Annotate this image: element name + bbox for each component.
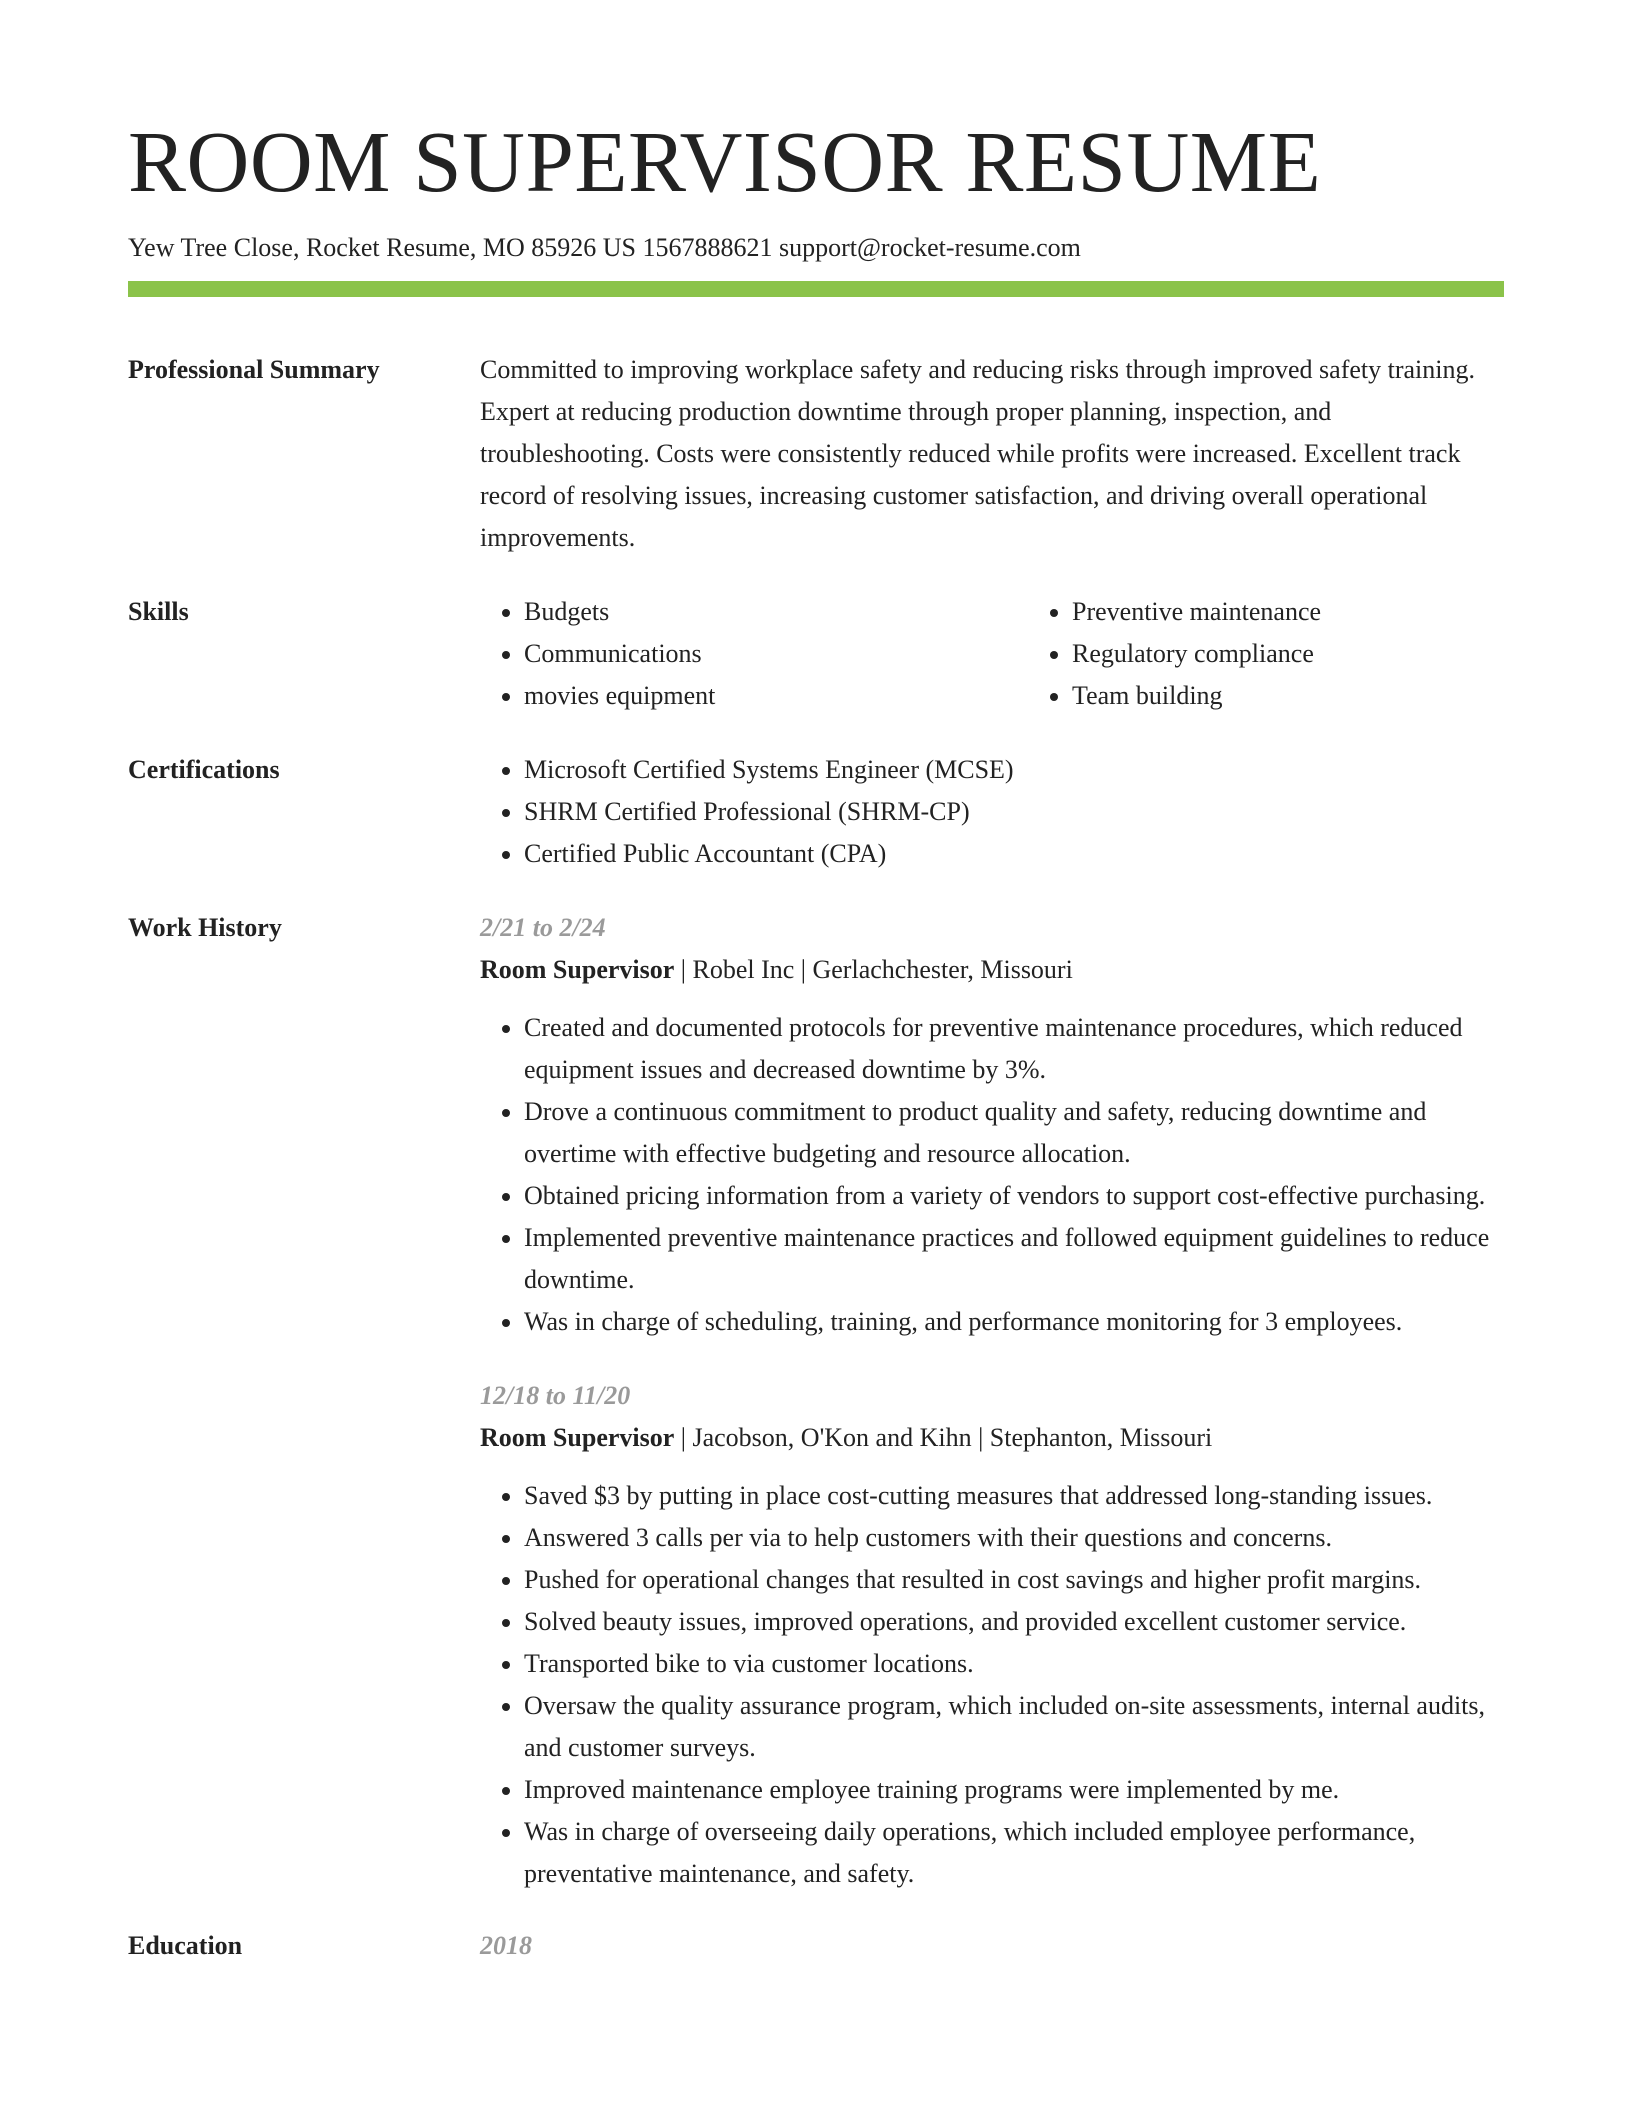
- job-entry: [480, 907, 1504, 1343]
- job-dates: 2/21 to 2/24: [480, 913, 606, 943]
- accent-divider: [128, 281, 1504, 297]
- certification-item: • Certified Public Accountant (CPA): [524, 833, 1504, 875]
- skill-item: • Communications: [524, 633, 1028, 675]
- skills-list-right: [1028, 591, 1321, 717]
- resume-title: ROOM SUPERVISOR RESUME: [128, 113, 1322, 210]
- skill-item: • Budgets: [524, 591, 1028, 633]
- skill-item: • Preventive maintenance: [1072, 591, 1321, 633]
- certifications-section: [128, 749, 1504, 875]
- job-role: Room Supervisor: [480, 1423, 675, 1453]
- job-bullet: • Solved beauty issues, improved operations, and provided excellent customer service.: [524, 1601, 1504, 1643]
- job-details: | Robel Inc | Gerlachchester, Missouri: [674, 955, 1073, 985]
- work-history-section: [128, 907, 1504, 1895]
- skills-section: [128, 591, 1504, 717]
- contact-line: Yew Tree Close, Rocket Resume, MO 85926 US 1567888621 support@rocket-resume.com: [128, 233, 1081, 262]
- skill-item: • Regulatory compliance: [1072, 633, 1321, 675]
- summary-section: [128, 349, 1504, 559]
- job-title-line: [480, 1417, 1504, 1459]
- job-dates: 12/18 to 11/20: [480, 1381, 631, 1411]
- job-bullets: [480, 1475, 1504, 1895]
- job-details: | Jacobson, O'Kon and Kihn | Stephanton, Missouri: [674, 1423, 1213, 1453]
- job-bullet: • Answered 3 calls per via to help customers with their questions and concerns.: [524, 1517, 1504, 1559]
- certifications-label: Certifications: [128, 755, 280, 785]
- certification-item: • Microsoft Certified Systems Engineer (MCSE): [524, 749, 1504, 791]
- work-history-label: Work History: [128, 913, 282, 943]
- job-bullet: • Implemented preventive maintenance practices and followed equipment guidelines to reduce downtime.: [524, 1217, 1504, 1301]
- skills-label: Skills: [128, 597, 189, 627]
- job-bullet: • Oversaw the quality assurance program, which included on-site assessments, internal audits, and customer surveys.: [524, 1685, 1504, 1769]
- skills-list-left: [480, 591, 1028, 717]
- summary-label: Professional Summary: [128, 355, 380, 385]
- job-bullet: • Pushed for operational changes that resulted in cost savings and higher profit margins.: [524, 1559, 1504, 1601]
- resume-page: [128, 113, 1504, 1967]
- skill-item: • Team building: [1072, 675, 1321, 717]
- education-dates: 2018: [480, 1931, 532, 1961]
- job-bullet: • Improved maintenance employee training programs were implemented by me.: [524, 1769, 1504, 1811]
- job-bullets: [480, 1007, 1504, 1343]
- job-bullet: • Obtained pricing information from a variety of vendors to support cost-effective purchasing.: [524, 1175, 1504, 1217]
- job-bullet: • Drove a continuous commitment to product quality and safety, reducing downtime and overtime with effective budgeting and resource allocation.: [524, 1091, 1504, 1175]
- job-entry: [480, 1375, 1504, 1895]
- summary-text: Committed to improving workplace safety and reducing risks through improved safety training. Expert at reducing production downtime through proper planning, inspection, and troubleshooting. Costs were consistently reduced while profits were increased. Excellent track record of resolving issues, increasing customer satisfaction, and driving overall operational improvements.: [480, 355, 1476, 553]
- job-title-line: [480, 949, 1504, 991]
- job-role: Room Supervisor: [480, 955, 675, 985]
- certification-item: • SHRM Certified Professional (SHRM-CP): [524, 791, 1504, 833]
- job-bullet: • Created and documented protocols for preventive maintenance procedures, which reduced equipment issues and decreased downtime by 3%.: [524, 1007, 1504, 1091]
- skill-item: • movies equipment: [524, 675, 1028, 717]
- job-bullet: • Was in charge of scheduling, training, and performance monitoring for 3 employees.: [524, 1301, 1504, 1343]
- job-bullet: • Was in charge of overseeing daily operations, which included employee performance, preventative maintenance, and safety.: [524, 1811, 1504, 1895]
- certifications-list: [480, 749, 1504, 875]
- job-bullet: • Transported bike to via customer locations.: [524, 1643, 1504, 1685]
- job-bullet: • Saved $3 by putting in place cost-cutting measures that addressed long-standing issues.: [524, 1475, 1504, 1517]
- education-label: Education: [128, 1931, 243, 1961]
- education-section: [128, 1925, 1504, 1967]
